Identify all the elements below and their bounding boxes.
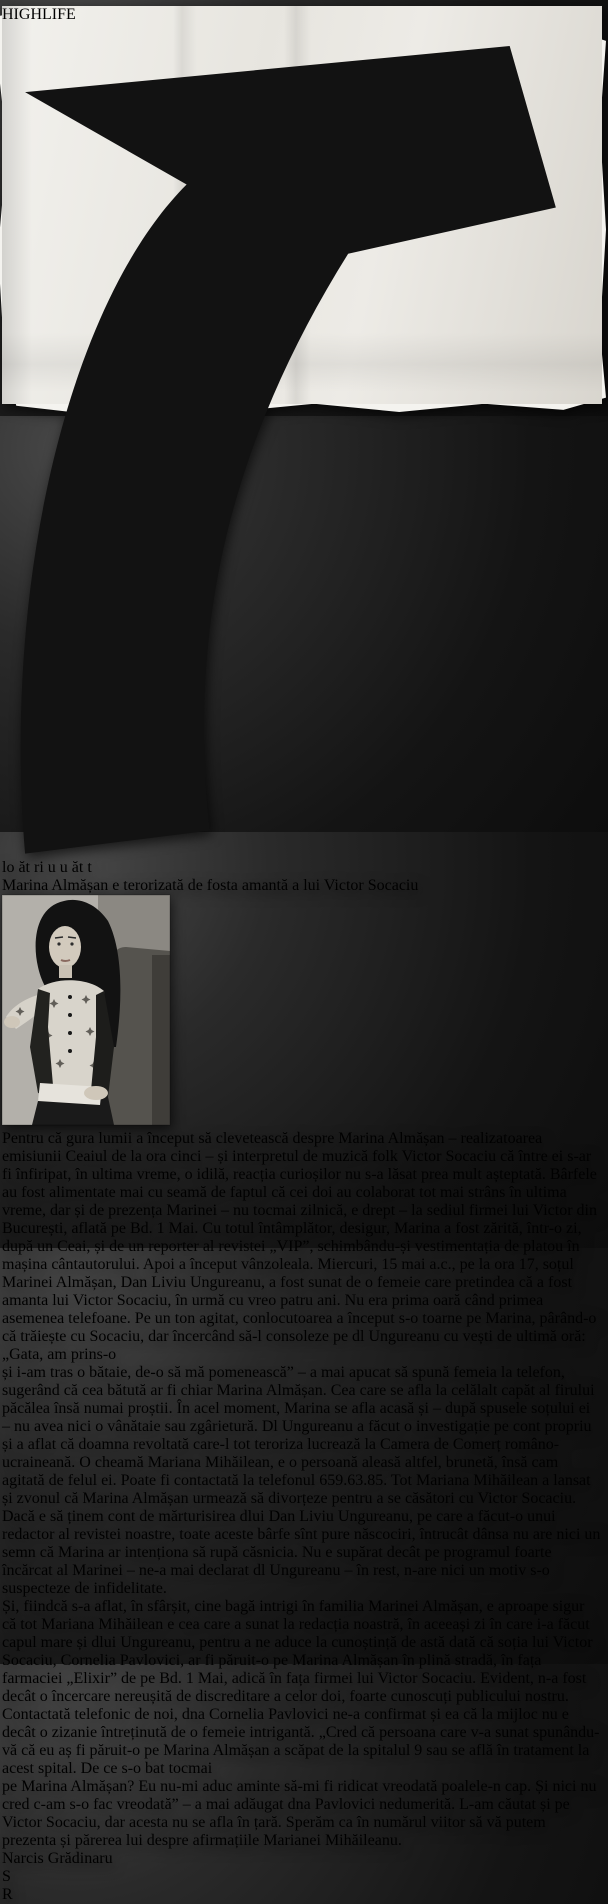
section-masthead — [2, 6, 602, 24]
woman-portrait-photo — [2, 895, 170, 1125]
article-col-4: pe Marina Almășan? Eu nu-mi aduc aminte să-mi fi ridicat vreodată poalele-n cap. Și nici nu cred c-am s-o fac vreodată” – a mai adăugat dna Pavlovici nedumerită. L-am căutat și pe Victor Socaciu, dar acesta nu se afla în țară. Sperăm ca în numărul viitor să vă putem prezenta și părerea lui despre afirmațiile Marianei Mihăileanu. — [2, 1777, 597, 1849]
article-col-3: Și, fiindcă s-a aflat, în sfârșit, cine bagă intrigi în familia Marinei Almășan, e aproape sigur că tot Mariana Mihăilean e cea care a sunat la redacția noastră, în aceeași zi în care i-a făcut capul mare și dlui Ungureanu, pentru a ne aduce la cunoștință de astă dată că soția lui Victor Socaciu, Cornelia Pavlovici, ar fi păruit-o pe Marina Almășan în plină stradă, în fața farmaciei „Elixir” de pe Bd. 1 Mai, adică în fața firmei lui Victor Socaciu. Evident, n-a fost decât o încercare nereușită de discreditare a celor doi, foarte cunoscuți publicului nostru. Contactată telefonic de noi, dna Cornelia Pavlovici ne-a confirmat și ea că la mijloc nu e decât o zizanie întreținută de o femeie intrigantă. „Cred că persoana care v-a sunat spunându-vă că eu aș fi păruit-o pe Marina Almășan a scăpat de la spitalul 9 sau se află în tratament la acest spital. De ce s-o bat tocmai — [2, 1597, 600, 1777]
headline-line-1: Marina Almășan e terorizată — [2, 876, 184, 894]
masthead-column-rule — [2, 24, 602, 46]
drop-cap: P — [2, 1129, 11, 1147]
clipping-paper — [2, 6, 602, 1903]
masthead-life: LIFE — [42, 6, 76, 23]
adjacent-article-fragment — [2, 1868, 602, 1904]
article-col-1 — [2, 1130, 602, 1364]
article-photo — [2, 895, 602, 1130]
byline — [2, 1850, 602, 1868]
byline-name: Narcis Grădinaru — [2, 1849, 113, 1867]
headline-line-3: a lui Victor Socaciu — [292, 876, 419, 894]
margin-scrap-text: lo ăt ri u u ăt t — [2, 858, 92, 876]
article-col-1-text: entru că gura lumii a început să clevetească despre Marina Almășan – realizatoarea emisiunii Ceaiul de la ora cinci – și interpretul de muzică folk Victor Socaciu că între ei s-ar fi înfiripat, în ultima vreme, o idilă, reacția curioșilor nu s-a lăsat prea mult așteptată. Bârfele au fost alimentate mai cu seamă de faptul că cei doi au colaborat tot mai strâns în ultima vreme, dar și de prezența Marinei – nu tocmai zilnică, e drept – la sediul firmei lui Victor din București, aflată pe Bd. 1 Mai. Cu totul întâmplător, desigur, Marina a fost zărită, într-o zi, după un Ceai, și de un reporter al revistei „VIP”, schimbându-și vestimentația de platou în mașina cântautorului. Apoi a început vânzoleala. Miercuri, 15 mai a.c., pe la ora 17, soțul Marinei Almășan, Dan Liviu Ungureanu, a fost sunat de o femeie care pretindea că a fost amanta lui Victor Socaciu, în urmă cu vreo patru ani. Nu era prima oară când primea asemenea telefoane. Pe un ton agitat, conlocutoarea a început s-o toarne pe Marina, pârând-o că trăiește cu Socaciu, dar încercând să-l consoleze pe dl Ungureanu cu vești de ultimă oră: „Gata, am prins-o — [2, 1129, 597, 1363]
side-fragment-letter-s: S — [2, 1867, 11, 1885]
headline — [2, 877, 602, 895]
headline-line-2: de fosta amantă — [187, 876, 289, 894]
masthead-high: HIGH — [2, 6, 42, 23]
side-fragment-letter-r: R — [2, 1885, 13, 1903]
article-col-2: și i-am tras o bătaie, de-o să mă pomenească” – a mai apucat să spună femeia la telefon, sugerând că cea bătută ar fi chiar Marina Almășan. Cea care se afla la celălalt capăt al firului păcălea însă numai proștii. În acel moment, Marina se afla acasă și – după spusele soțului ei – nu avea nici o vânătaie sau zgârietură. Dl Ungureanu a făcut o investigație pe cont propriu și a aflat că doamna revoltată care-l tot teroriza lucrează la Camera de Comerț româno-ucraineană. O cheamă Mariana Mihăilean, e o persoană aleasă altfel, brunetă, însă cam agitată de felul ei. Poate fi contactată la telefonul 659.63.85. Tot Mariana Mihăilean a lansat și zvonul că Marina Almășan urmează să divorțeze pentru a se căsători cu Victor Socaciu. Dacă e să ținem cont de mărturisirea dlui Dan Liviu Ungureanu, pe care a făcut-o unui redactor al revistei noastre, toate aceste bârfe sînt pure născociri, întrucât dânsa nu are nici un semn că Marina ar intenționa să rupă căsnicia. Nu e supărat decât pe programul foarte încărcat al Marinei – ne-a mai declarat dl Ungureanu – în rest, n-are nici un motiv s-o suspecteze de infidelitate. — [2, 1363, 601, 1597]
torn-numeral-glyph — [2, 46, 602, 854]
